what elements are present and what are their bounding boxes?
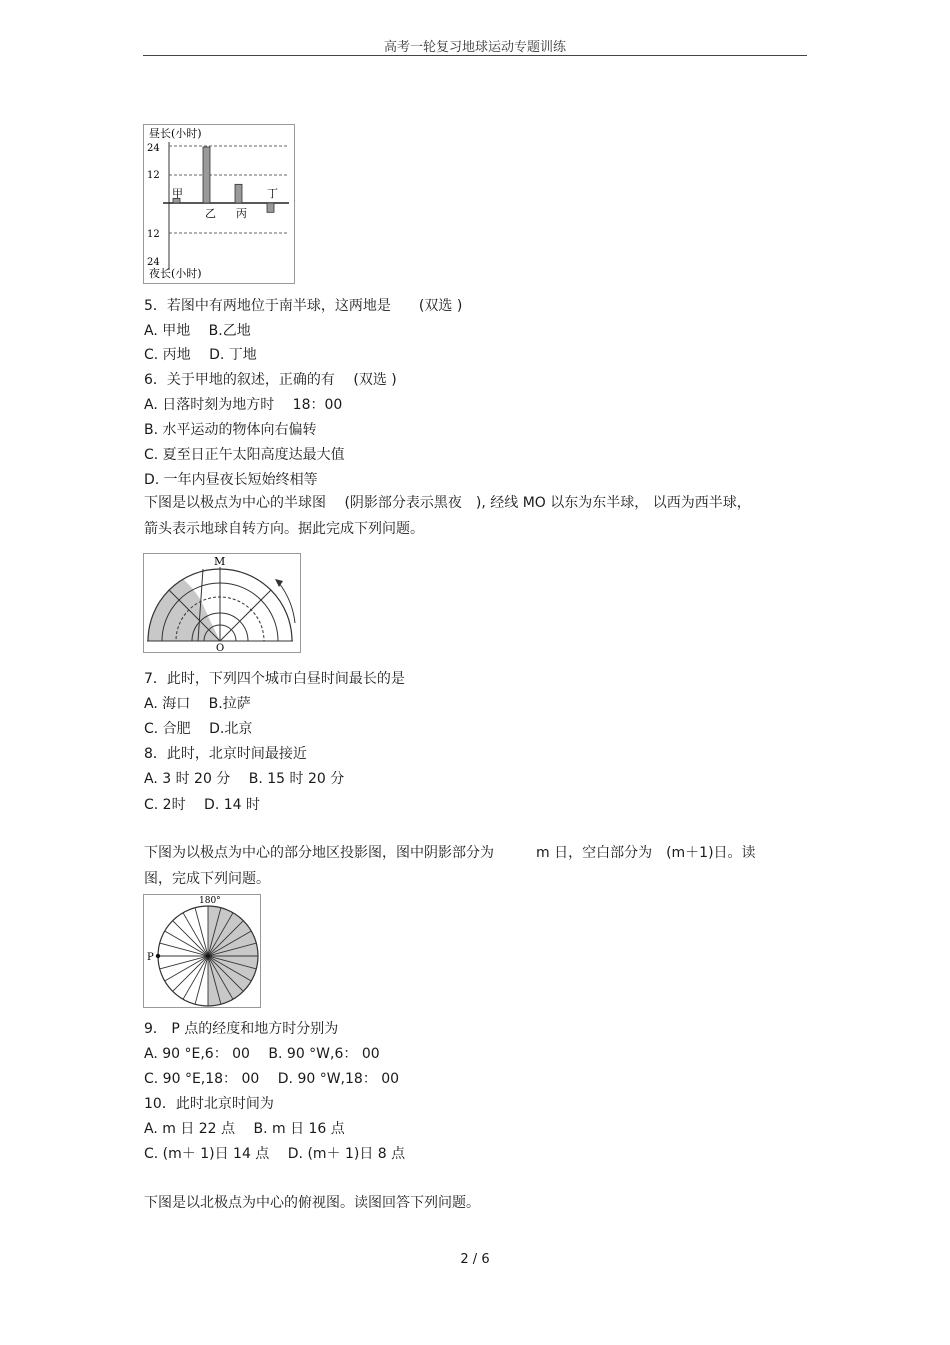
q8-options-ab: A. 3 时 20 分 B. 15 时 20 分 [144, 771, 345, 787]
q10-stem: 10．此时北京时间为 [144, 1096, 274, 1112]
y-label-bottom: 夜长(小时) [149, 267, 202, 280]
bar-3 [267, 203, 274, 212]
q9-options-ab: A. 90 °E,6： 00 B. 90 °W,6： 00 [144, 1046, 380, 1062]
bar-label-ding: 丁 [267, 187, 278, 200]
intro2-line2: 箭头表示地球自转方向。据此完成下列问题。 [144, 521, 424, 537]
q7-stem: 7．此时，下列四个城市白昼时间最长的是 [144, 671, 405, 687]
label-o: O [216, 643, 225, 653]
q10-options-ab: A. m 日 22 点 B. m 日 16 点 [144, 1121, 345, 1137]
bar-2 [235, 184, 242, 203]
q5-options-cd: C. 丙地 D. 丁地 [144, 347, 257, 363]
q7-options-ab: A. 海口 B.拉萨 [144, 696, 251, 712]
q5-stem: 5．若图中有两地位于南半球，这两地是 (双选 ) [144, 298, 463, 314]
q9-options-cd: C. 90 °E,18： 00 D. 90 °W,18： 00 [144, 1071, 400, 1087]
polar-hemisphere-figure [143, 553, 301, 653]
q5-options-ab: A. 甲地 B.乙地 [144, 323, 251, 339]
y-label-top: 昼长(小时) [149, 127, 202, 140]
q9-stem: 9． P 点的经度和地方时分别为 [144, 1021, 339, 1037]
q7-options-cd: C. 合肥 D.北京 [144, 721, 253, 737]
label-180: 180° [199, 896, 221, 906]
q8-options-cd: C. 2时 D. 14 时 [144, 797, 260, 813]
tick-12-bottom: 12 [147, 229, 160, 240]
tick-24-bottom: 24 [147, 257, 160, 268]
q10-options-cd: C. (m＋ 1)日 14 点 D. (m＋ 1)日 8 点 [144, 1146, 406, 1162]
label-p: P [147, 952, 154, 963]
label-m: M [214, 555, 226, 568]
bar-label-jia: 甲 [172, 187, 183, 200]
point-p [156, 954, 160, 958]
tick-12-top: 12 [147, 170, 160, 181]
q6-option-a: A. 日落时刻为地方时 18：00 [144, 397, 343, 413]
intro3-line2: 图，完成下列问题。 [144, 871, 270, 887]
tick-24-top: 24 [147, 143, 160, 154]
polar-projection-figure [143, 894, 261, 1008]
page-number: 2 / 6 [460, 1252, 490, 1267]
pole-point [206, 954, 210, 958]
q6-option-b: B. 水平运动的物体向右偏转 [144, 422, 317, 438]
intro2-line1: 下图是以极点为中心的半球图 (阴影部分表示黑夜 ), 经线 MO 以东为东半球， 以西为西半球， [144, 495, 751, 511]
page-header: 高考一轮复习地球运动专题训练 [383, 40, 566, 55]
bar-1 [203, 147, 210, 203]
q6-option-c: C. 夏至日正午太阳高度达最大值 [144, 447, 345, 463]
intro4-line1: 下图是以北极点为中心的俯视图。读图回答下列问题。 [144, 1195, 480, 1211]
bar-label-yi: 乙 [205, 207, 216, 220]
day-night-length-chart [143, 124, 295, 284]
header-rule [143, 55, 807, 56]
q6-stem: 6．关于甲地的叙述，正确的有 (双选 ) [144, 372, 397, 388]
intro3-line1: 下图为以极点为中心的部分地区投影图，图中阴影部分为 m 日，空白部分为 (m＋1)日。读 [144, 845, 756, 861]
q8-stem: 8．此时，北京时间最接近 [144, 746, 307, 762]
q6-option-d: D. 一年内昼夜长短始终相等 [144, 472, 318, 488]
bar-label-bing: 丙 [236, 207, 247, 220]
